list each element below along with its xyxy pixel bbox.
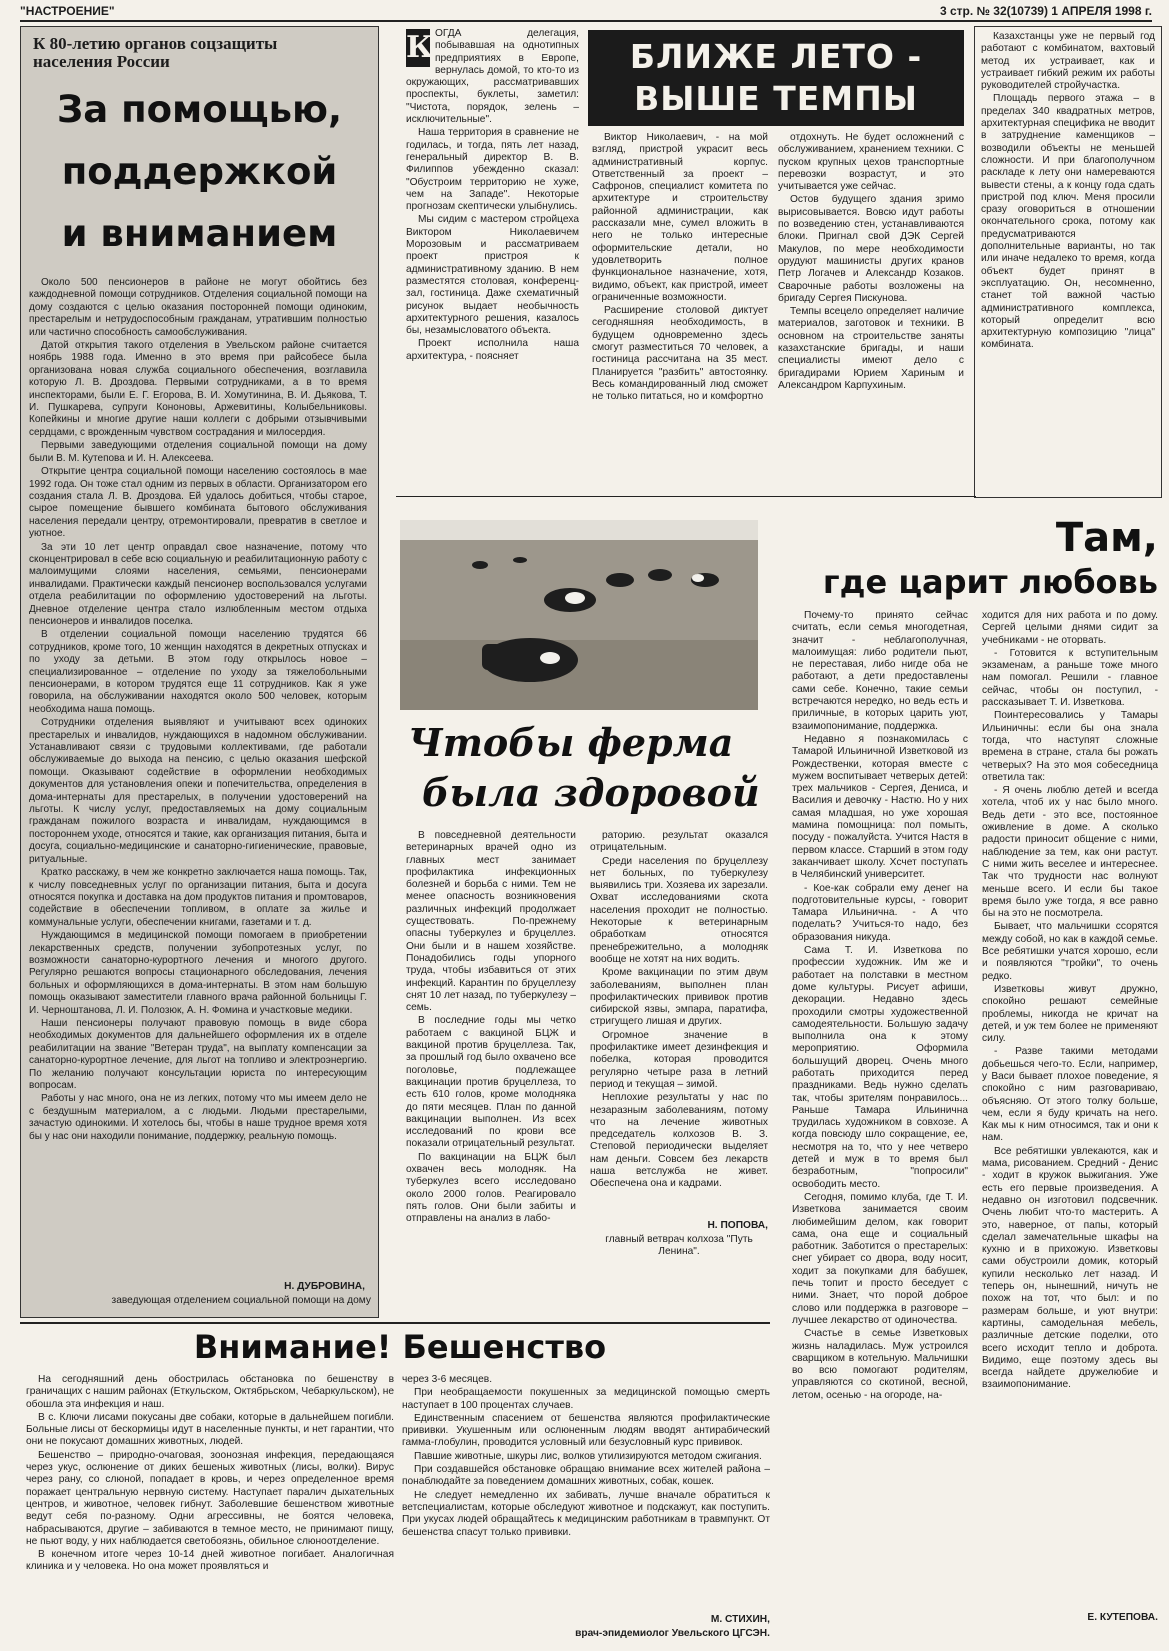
paragraph: - Разве такими методами добьешься чего-то. Если, например, у Васи бывает плохое поведение, я спокойно с ним разговариваю, объясняю. От этого толку больше, чем, если я буду кричать на него. Как мы к ним относимся, так и они к нам. [982,1046,1158,1144]
social-article [20,26,379,1318]
author-signature: Н. ДУБРОВИНА, [284,1281,365,1292]
delegation-column [406,28,579,488]
love-title-line1: Там, [1055,515,1158,561]
paragraph: При создавшейся обстановке обращаю внимание всех жителей района – понаблюдайте за поведением домашних животных, собак, кошек. [402,1464,770,1488]
paragraph: Расширение столовой диктует сегодняшняя необходимость, в будущем одновременно здесь смогут разместиться 70 человек, а гостиница рассчитана на 35 мест. Планируется "разбить" автостоянку. Весь командированный люд сможет не только питаться, но и комфортно [592,305,768,403]
paragraph: через 3-6 месяцев. [402,1374,493,1385]
paragraph: Датой открытия такого отделения в Увельском районе считается ноябрь 1988 года. Именно в это время при райсобесе была организована новая служба социального обеспечения, возглавила которую Л. В. Дроздова. Первыми сотрудниками, а в то время инспекторами, были Е. Г. Егорова, В. И. Хомутинина, В. И. Дьякова, Т. И. Пушкарева, супруги Кононовы, Аржевитины, Колыбельниковы. Копейкины и многие другие наши коллеги с добрыми отзывчивыми сердцами, с врожденным чувством сострадания и милосердия. [29,340,367,438]
love-title-line2: где царит любовь [822,563,1158,601]
paragraph: Среди населения по бруцеллезу нет больных, по туберкулезу выявились три. Хозяева их зарезали. Охват исследованиями скота населения проходит не полностью. Некоторые к ветеринарным обработкам относятся пренебрежительно, а молодняк вообще не хотят на них водить. [590,855,768,965]
title-line: была здоровой [422,770,760,815]
paragraph: Бешенство – природно-очаговая, зоонозная инфекция, передающаяся через укус, ослюнение от диких бешеных животных (лисы, волки). Вирус через рану, со слюной, попадает в кровь, и через определенное время поражает центральную нервную систему. Наступает паралич дыхательных центров, и животное, человек гибнут. Заболевшие бешенством животные ведут себя по-разному. Одни агрессивны, не боятся человека, набрасываются, другие – забиваются в темное место, не принимают пищу, не пьют воду, у них наблюдается светобоязнь, обильное слюноотделение. [26,1449,394,1547]
paragraph: Наша территория в сравнение не годилась, и тогда, пять лет назад, генеральный директор В. В. Филиппов убежденно сказал: "Обустроим территорию не хуже, чем на Западе". Некоторые прогнозам скептически улыбнулись. [406,127,579,213]
summer-divider [396,496,976,497]
paragraph: Сегодня, помимо клуба, где Т. И. Изветкова занимается своим любимейшим делом, как говорит сама, она еще и социальный работник. Заботится о престарелых: снег убирает со двора, воду носит, ходит за покупками для бабушек, печь топит и просто беседует с ними. Знает, что порой доброе слово или поддержка в разговоре – лучшее лекарство от одиночества. [792,1191,968,1326]
title-line: Чтобы ферма [408,720,734,765]
rabies-author: М. СТИХИН, [710,1614,770,1625]
paragraph: Открытие центра социальной помощи населению состоялось в мае 1992 года. Он тоже стал одним из первых в области. Организатором его создания стала Л. В. Дроздова. Ей удалось добиться, чтобы старое, сырое помещение бывшего комбината бытового обслуживания населения передали центру, отремонтировали, превратив в светлое и уютное. [29,466,367,540]
paragraph: В конечном итоге через 10-14 дней животное погибает. Аналогичная клиника и у человека. Но она может проявляться и [26,1549,394,1573]
paragraph: - Готовится к вступительным экзаменам, а раньше тоже много нам помогал. Решили - главное сейчас, чтобы он поступил, - рассказывает Т. И. Изветкова. [982,647,1158,709]
paragraph: Мы сидим с мастером стройцеха Виктором Николаевичем Морозовым и рассматриваем проект пристроя к административному зданию. В нем разместятся столовая, конференц-зал, гостиница. Даже схематичный рисунок выдает необычность архитектурного решения, казалось бы, незамысловатого объекта. [406,214,579,337]
paragraph: Сотрудники отделения выявляют и учитывают всех одиноких престарелых и инвалидов, нуждающихся в надомном обслуживании. Устанавливают связи с трудовыми коллективами, где работали обслуживаемые до выхода на пенсию, с целью оказания шефской помощи. Оказывают содействие в оформлении необходимых документов для установления опеки и попечительства, определения в дома-интернаты для престарелых, в получении удостоверений на льготы. К числу услуг, предоставляемых на дому социальным гражданам пожилого возраста и инвалидам, нуждающимся в постороннем уходе, относятся и такие, как организация питания, быта и досуга, социально-медицинские и санаторно-гигиенические, правовые, ритуальные. [29,717,367,865]
paragraph: отдохнуть. Не будет осложнений с обслуживанием, хранением техники. С пуском крупных цехов транспортные перевозки возрастут, и это учитывается уже сейчас. [778,132,964,193]
paragraph: Недавно я познакомилась с Тамарой Ильиничной Изветковой из Рождественки, которая вместе с мужем воспитывает четверых детей: трех мальчиков - Сергея, Дениса, и Василия и девочку - Настю. Но у них самая младшая, но уже хорошая мамина помощница: пол помыть, посуду - пожалуйста. Учится Настя в первом классе. Старший в этом году заканчивает школу. Хсчет поступать в Челябинский университет. [792,733,968,881]
rabies-col-1 [26,1374,394,1636]
issue-info: 3 стр. № 32(10739) 1 АПРЕЛЯ 1998 г. [940,4,1152,18]
farm-title [408,718,768,818]
paragraph: Наши пенсионеры получают правовую помощь в виде сбора необходимых документов для дальнейшего оформления их в отделе реабилитации на звание "Ветеран труда", на выплату компенсации за санаторно-курортное лечение, для льгот на топливо и электроэнергию. По желанию получают консультации юриста по интересующим вопросам. [29,1017,367,1091]
summer-col-3 [778,132,964,488]
farm-col-1 [406,830,576,1300]
paragraph: - Кое-как собрали ему денег на подготовительные курсы, - говорит Тамара Ильинична. - А что поделать? Учиться-то надо, без образования никуда. [792,882,968,943]
summer-col-2 [592,132,768,488]
paragraph: Первыми заведующими отделения социальной помощи на дому были В. М. Кутепова и И. Н. Алексеева. [29,440,367,464]
page-header [20,4,1152,22]
paragraph: Площадь первого этажа – в пределах 340 квадратных метров, архитектурная специфика не вводит в затруднение каменщиков – возводили объекты не меньшей сложности. И при благополучном раскладе к лету они намереваются вывести стены, а к концу года сдать пристрой под ключ. Меня просили сразу оговориться в отношении окончательного срока, потому как предусматриваются дополнительные варианты, но так или иначе недалеко то время, когда объект будет принят в эксплуатацию. Он, несомненно, станет той важной частью административного комплекса, который определит всю архитектурную композицию "лица" комбината. [981,93,1155,351]
rabies-author-role: врач-эпидемиолог Увельского ЦГСЭН. [575,1628,770,1639]
rabies-top-rule [20,1322,770,1324]
rabies-title: Внимание! Бешенство [193,1328,607,1366]
paragraph: Павшие животные, шкуры лис, волков утилизируются методом сжигания. [414,1450,762,1462]
paragraph: Счастье в семье Изветковых жизнь наладилась. Муж устроился сварщиком в котельную. Мальчишки во всю помогают родителям, управляются со скотиной, весной, летом, осенью - на огороде, на- [792,1328,968,1401]
article-body [406,28,579,363]
farm-col-2 [590,830,768,1218]
paragraph: В последние годы мы четко работаем с вакциной БЦЖ и вакциной против бруцеллеза. Так, за прошлый год было охвачено все поголовье, подлежащее вакцинации против бруцеллеза, то есть 610 голов, кроме молодняка до пяти месяцев. План по данной вакцинации выполнен. Из всех исследований по крови все показали отрицательный результат. [406,1015,576,1150]
paragraph: - Я очень люблю детей и всегда хотела, чтоб их у нас было много. Ведь дети - это все, постоянное оживление в доме. А сколько радости приносит общение с ними, наблюдение за тем, как они растут. С ними жить веселее и интереснее. Так что трудности нас волнуют меньше всего. И если бы такое время было уже тогда, я все равно бы на это не посмотрела. [982,785,1158,920]
summer-title-banner [588,30,964,126]
title-line: и вниманием [61,212,338,255]
paragraph: За эти 10 лет центр оправдал свое назначение, потому что сконцентрировал в себе всю социальную и реабилитационную работу с малоимущими слоями населения, семьями, пенсионерами инвалидами. Практически каждый пенсионер воспользовался услугами отдела реабилитации по оформлению удостоверений на льготы. Дневное отделение центра стало излюбленным местом отдыха пенсионеров и инвалидов поселка. [29,541,367,627]
article-title [25,79,374,265]
title-line: ВЫШЕ ТЕМПЫ [634,79,918,118]
paragraph: Сама Т. И. Изветкова по профессии художник. Им же и работает на полставки в местном доме культуры. Рисует афиши, декорации. Недавно здесь проходили смотры художественной самодеятельности. Большую задачу выполнила она к этому мероприятию. Оформила большущий дворец. Очень много работать приходится перед праздниками. Ведь нужно сделать так, чтобы зрителям понравилось... Раньше Тамара Ильинична трудилась художником в совхозе. А когда повсюду шло сокращение, ее, несмотря на то, что у нее четверо детей и муж в то время был безработным, "попросили" освободить место. [792,945,968,1190]
paragraph: Кроме вакцинации по этим двум заболеваниям, выполнен план профилактических прививок против сибирской язвы, эмпара, паратифа, стригущего лишая и других. [590,967,768,1028]
farm-author: Н. ПОПОВА, [707,1220,768,1231]
title-line: поддержкой [61,150,338,193]
summer-col-4 [974,26,1162,498]
paragraph: Все ребятишки увлекаются, как и мама, рисованием. Средний - Денис - ходит в кружок выжигания. Уже есть его первые произведения. А недавно он изготовил подсвечник. Очень любит что-то мастерить. А это, наверное, от папы, который сделал замечательные шкафы на кухню и в прихожую. Изветковы сами обустроили домик, который купили несколько лет назад. И теперь он, нынешний, ничуть не похож на тот, что был: и по размерам больше, и уют внутри: картины, самодельная мебель, различные детские поделки, ото всего исходит тепло и доброта. Видимо, еще поэтому здесь вы всегда найдете дружелюбие и взаимопонимание. [982,1145,1158,1391]
cows-photo [400,520,758,710]
section-name: "НАСТРОЕНИЕ" [20,4,115,18]
title-line: БЛИЖЕ ЛЕТО - [629,37,923,76]
author-role: заведующая отделением социальной помощи на дому [111,1295,371,1306]
paragraph: Почему-то принято сейчас считать, если семья многодетная, значит - неблагополучная, малоимущая: либо родители пьют, не переставая, либо нигде оба не работают, а дети предоставлены сами себе. Конечно, такие семьи встречаются нередко, но ведь есть и приличные, в которых царить уют, взаимопонимание, поддержка. [792,610,968,732]
paragraph: Поинтересовались у Тамары Ильиничны: если бы она знала тогда, что наступят сложные времена в стране, стала бы рожать четверых? На это моя собеседница ответила так: [982,710,1158,783]
paragraph: Огромное значение в профилактике имеет дезинфекция и побелка, которая проводится регулярно четыре раза в летний период и текущая – зимой. [590,1029,768,1090]
paragraph: Казахстанцы уже не первый год работают с комбинатом, вахтовый метод их устраивает, как и устраивает гибкий режим их работы руководителей стройучастка. [981,31,1155,92]
paragraph: В отделении социальной помощи населению трудятся 66 сотрудников, кроме того, 10 женщин находятся в декретных отпусках и по уходу за детьми. В этом году открылось новое – специализированное – отделение по уходу за тяжелобольными пенсионерами, в котором трудятся еще 11 сотрудников. Как я уже говорила, на обслуживании находятся около 500 человек, которым необходима наша помощь. [29,629,367,715]
paragraph: Темпы всецело определяет наличие материалов, заготовок и техники. В основном на строительстве заняты казахстанские бригады, и наши специалисты имеют дело с бригадирами Юрием Хариным и Александром Карпухиным. [778,306,964,391]
paragraph: Проект исполнила наша архитектура, - поясняет [406,338,579,362]
paragraph: При необращаемости покушенных за медицинской помощью смерть наступает в 100 процентах случаев. [402,1387,770,1411]
paragraph: Бывает, что мальчишки ссорятся между собой, но как в каждой семье. Все ребятишки учатся хорошо, если и появляются "тройки", то очень редко. [982,921,1158,982]
cows-photo-image [400,520,758,710]
farm-author-role: главный ветврач колхоза "Путь Ленина". [605,1234,753,1258]
paragraph: На сегодняшний день обострилась обстановка по бешенству в граничащих с нашим районах (Еткульском, Октябрьском, Чебаркульском), не обошла эта инфекция и наш. [26,1374,394,1410]
paragraph: Кратко расскажу, в чем же конкретно заключается наша помощь. Так, к числу повседневных услуг по организации питания, быта и досуга относятся покупка и доставка на дом продуктов питания и промтоваров, содействие в обеспечении топливом, в оплате за жилье и коммунальные услуги, обеспечении книгами, газетами и т. д. [29,867,367,928]
paragraph: Около 500 пенсионеров в районе не могут обойтись без каждодневной помощи сотрудников. Отделения социальной помощи на дому создаются с целью оказания посторонней помощи одиноким, престарелым и нетрудоспособным гражданам, утратившим полностью или частично способность самообслуживания. [29,277,367,338]
paragraph: По вакцинации на БЦЖ был охвачен весь молодняк. На туберкулез всего исследовано около 2000 голов. Реагировало пять голов. Они были забиты и отправлены на анализ в лабо- [406,1151,576,1225]
love-author: Е. КУТЕПОВА. [1087,1612,1158,1623]
love-col-2 [982,610,1158,1610]
paragraph: Нуждающимся в медицинской помощи помогаем в приобретении лекарственных средств, получении зубопротезных услуг, по возможности санаторно-курортного лечения и многого другого. Регулярно решаются вопросы стационарного обследования, лечения больных и оформляющихся в дома-интернаты. В этом нам большую помощь оказывают заместители главного врача районной больницы Г. И. Черноштанова, Л. И. Полозюк, А. Н. Фомина и участковые медики. [29,930,367,1016]
rabies-col-2 [402,1374,770,1580]
paragraph: ОГДА делегация, побывавшая на однотипных предприятиях в Европе, вернулась домой, то кто-то из окружающих, рассматривавших проспекты, буклеты, заметил: "Чистота, порядок, зелень – исключительные". [406,28,579,126]
paragraph: В с. Ключи лисами покусаны две собаки, которые в дальнейшем погибли. Больные лисы от бескормицы идут в населенные пункты, и нет гарантии, что они не покусают домашних животных, людей. [26,1411,394,1448]
article-kicker: К 80-летию органов соцзащиты населения России [33,34,278,71]
paragraph: Работы у нас много, она не из легких, потому что мы имеем дело не с бездушным материалом, а с людьми. Людьми престарелыми, зачастую одинокими. И хотелось бы, чтобы в наше трудное время хотя бы у нас они находили понимание, поддержку, реальную помощь. [29,1093,367,1142]
article-body [29,277,367,1277]
paragraph: ходится для них работа и по дому. Сергей целыми днями сидит за учебниками - не оторвать. [982,610,1158,646]
paragraph: раторию. результат оказался отрицательным. [590,830,768,854]
title-line: За помощью, [56,88,343,131]
article-body [981,31,1155,353]
paragraph: Не следует немедленно их забивать, лучше вначале обратиться к ветспециалистам, которые обследуют животное и подскажут, как поступить. При укусах людей обращайтесь к медицинским работникам в травмпункт. От бешенства спасут только прививки. [402,1489,770,1538]
paragraph: Изветковы живут дружно, спокойно решают семейные проблемы, никогда не кричат на детей, и уж тем более не применяют силу. [982,983,1158,1045]
paragraph: Виктор Николаевич, - на мой взгляд, пристрой украсит весь административный корпус. Ответственный за проект – Сафронов, специалист комитета по архитектуре и строительству районной администрации, как рассказали мне, сумел вложить в него не только интересные оформительские детали, но удовлетворить полное функциональное назначение, хотя, видимо, объект, как пристрой, имеет ограниченные возможности. [592,132,768,303]
paragraph: Единственным спасением от бешенства являются профилактические прививки. Укушенным или ослюненным людям вводят антирабический гамма-глобулин, проводится условный или безусловный курс прививок. [402,1412,770,1449]
paragraph: В повседневной деятельности ветеринарных врачей одно из главных мест занимает профилактика инфекционных болезней и борьба с ними. Тем не менее опасность возникновения различных инфекций продолжает существовать. По-прежнему опасны туберкулез и бруцеллез. Они были и в нашем хозяйстве. Понадобились годы упорного труда, чтобы избавиться от этих инфекций. Карантин по бруцеллезу снят 10 лет назад, по туберкулезу – семь. [406,830,576,1014]
paragraph: Неплохие результаты у нас по незаразным заболеваниям, потому что на лечение животных председатель колхозов В. З. Степовой периодически выделяет нам деньги. Совсем без лекарств наша ветслужба не живет. Обеспечена она и кадрами. [590,1092,768,1190]
paragraph: Остов будущего здания зримо вырисовывается. Вовсю идут работы по возведению стен, устанавливаются блоки. Пригнал свой ДЭК Сергей Макулов, по мере необходимости орудуют машинисты других кранов Петр Логачев и Александр Козаков. Сварочные работы возложены на бригаду Сергея Пискунова. [778,194,964,304]
love-col-1 [792,610,968,1630]
dropcap: К [406,30,434,65]
